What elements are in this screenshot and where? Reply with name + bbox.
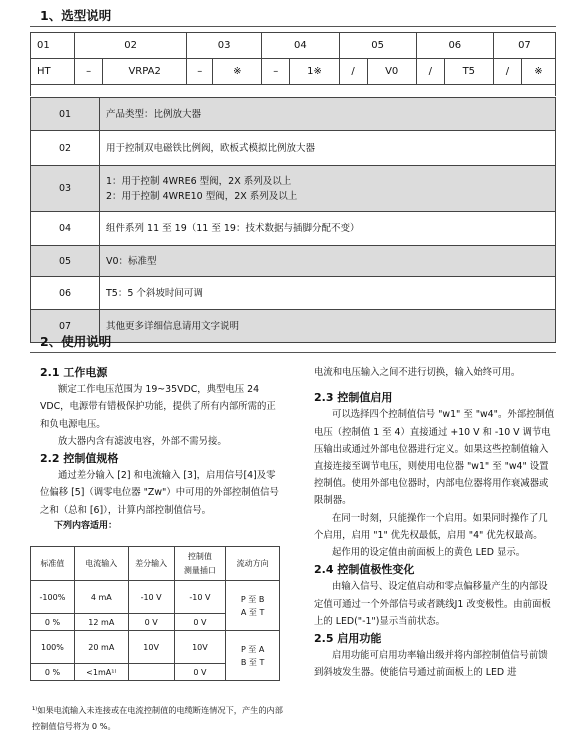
desc-text: 用于控制双电磁铁比例阀，欧板式模拟比例放大器 [106, 142, 316, 154]
desc-row [31, 165, 555, 211]
subheading-2-4: 2.4 控制值极性变化 [314, 563, 415, 577]
paragraph: 放大器内含有滤波电容，外部不需另接。 [58, 435, 227, 447]
table-caption: 下列内容适用： [54, 520, 118, 531]
code-value: 1※ [290, 59, 339, 85]
desc-num: 04 [31, 212, 100, 245]
desc-num: 06 [31, 277, 100, 309]
column-header: 标准值 [31, 547, 75, 581]
section-2-rule [30, 352, 556, 353]
subheading-2-5: 2.5 启用功能 [314, 632, 382, 646]
code-separator: / [416, 59, 444, 85]
desc-text: T5：5 个斜坡时间可调 [106, 287, 203, 299]
subheading-2-3: 2.3 控制值启用 [314, 391, 393, 405]
code-num: 05 [339, 33, 416, 59]
desc-row [31, 245, 555, 276]
desc-row [31, 130, 555, 165]
paragraph: 电流和电压输入之间不进行切换，输入始终可用。 [314, 367, 521, 378]
desc-row [31, 211, 555, 245]
paragraph: 可以选择四个控制值信号 "w1" 至 "w4"。外部控制值电压（控制值 1 至 4）直接通过 +10 V 和 -10 V 调节电压输出或通过外部电位器进行定义。如果这些控制值输入直接连接至调节电压，则使用电位器 "w1" 至 "w4" 设置控制值。使用外部电位器时，内部电位器将用作衰减器或限制器。 [314, 409, 555, 507]
desc-text: 2：用于控制 4WRE10 型阀，2X 系列及以上 [106, 190, 298, 202]
table-cell: 0 V [128, 614, 174, 631]
table-cell: -100% [31, 581, 75, 614]
column-header: 控制值 测量插口 [174, 547, 226, 581]
table-cell: P 至 B A 至 T [226, 581, 280, 631]
table-cell: 0 V [174, 664, 226, 681]
model-code-table [30, 32, 556, 85]
code-separator: – [75, 59, 103, 85]
code-value: V0 [367, 59, 416, 85]
subheading-2-1: 2.1 工作电源 [40, 366, 108, 379]
table-cell: 100% [31, 631, 75, 664]
paragraph: 通过差分输入 [2] 和电流输入 [3]，启用信号[4]及零位偏移 [5]（调零电位器 "Zw"）中可用的外部控制值信号之和（总和 [6]），计算内部控制值信号。 [40, 470, 279, 516]
code-value-row [31, 59, 556, 85]
code-separator: – [187, 59, 213, 85]
desc-num: 03 [31, 166, 100, 211]
column-header: 流动方向 [226, 547, 280, 581]
paragraph: 起作用的设定值由前面板上的黄色 LED 显示。 [332, 547, 526, 559]
desc-num: 01 [31, 98, 100, 130]
table-cell: 12 mA [74, 614, 128, 631]
table-cell: 0 % [31, 664, 75, 681]
table-cell: 20 mA [74, 631, 128, 664]
table-cell: 0 V [174, 614, 226, 631]
desc-text: 组件系列 11 至 19（11 至 19：技术数据与插脚分配不变） [106, 223, 360, 234]
code-num: 07 [493, 33, 555, 59]
code-value: VRPA2 [103, 59, 187, 85]
signal-table [30, 546, 280, 681]
footnote: ¹⁾如果电流输入未连接或在电流控制值的电缆断连情况下，产生的内部控制值信号将为 0 %。 [32, 705, 283, 731]
table-row [31, 631, 280, 664]
code-table-gap [30, 84, 556, 96]
desc-text: V0：标准型 [106, 255, 157, 267]
code-num: 04 [262, 33, 339, 59]
code-num: 06 [416, 33, 493, 59]
paragraph: 额定工作电压范围为 19~35VDC，典型电压 24 VDC，电源带有错极保护功能，提供了所有内部所需的正和负电源电压。 [40, 384, 276, 430]
right-column [314, 364, 556, 682]
table-cell: 4 mA [74, 581, 128, 614]
table-cell: <1mA¹⁾ [74, 664, 128, 681]
table-cell [128, 664, 174, 681]
table-cell: P 至 A B 至 T [226, 631, 280, 681]
code-value: ※ [213, 59, 262, 85]
code-num: 02 [75, 33, 187, 59]
desc-row [31, 98, 555, 130]
desc-num: 05 [31, 246, 100, 276]
table-cell: -10 V [174, 581, 226, 614]
paragraph: 启用功能可启用功率输出级并将内部控制值信号前馈到斜坡发生器。使能信号通过前面板上的 LED 进 [314, 650, 548, 679]
code-num: 03 [187, 33, 262, 59]
section-1-rule [30, 26, 556, 27]
paragraph: 在同一时刻，只能操作一个启用。如果同时操作了几个启用，启用 "1" 优先权最低，启用 "4" 优先权最高。 [314, 512, 548, 541]
paragraph: 由输入信号、设定值启动和零点偏移量产生的内部设定值可通过一个外部信号或者跳线J1 改变极性。由前面板上的 LED("-1")显示当前状态。 [314, 581, 551, 627]
desc-text: 1：用于控制 4WRE6 型阀，2X 系列及以上 [106, 175, 292, 187]
code-value: ※ [521, 59, 555, 85]
desc-text: 产品类型：比例放大器 [106, 108, 202, 120]
code-separator: – [262, 59, 290, 85]
column-header: 电流输入 [74, 547, 128, 581]
code-num: 01 [31, 33, 75, 59]
column-header: 差分输入 [128, 547, 174, 581]
section-2-title: 2、使用说明 [40, 334, 112, 349]
table-cell: 10V [174, 631, 226, 664]
subheading-2-2: 2.2 控制值规格 [40, 452, 119, 466]
signal-table-header [31, 547, 280, 581]
table-cell: -10 V [128, 581, 174, 614]
code-description-table [30, 97, 556, 343]
left-column [40, 364, 280, 534]
code-value: HT [31, 59, 75, 85]
table-cell: 10V [128, 631, 174, 664]
table-cell: 0 % [31, 614, 75, 631]
code-separator: / [339, 59, 367, 85]
desc-num: 07 [31, 310, 100, 342]
section-1-title: 1、选型说明 [40, 8, 112, 23]
desc-row [31, 276, 555, 309]
table-row [31, 581, 280, 614]
code-separator: / [493, 59, 521, 85]
code-number-row [31, 33, 556, 59]
code-value: T5 [444, 59, 493, 85]
desc-num: 02 [31, 131, 100, 165]
desc-text: 其他更多详细信息请用文字说明 [106, 320, 240, 332]
